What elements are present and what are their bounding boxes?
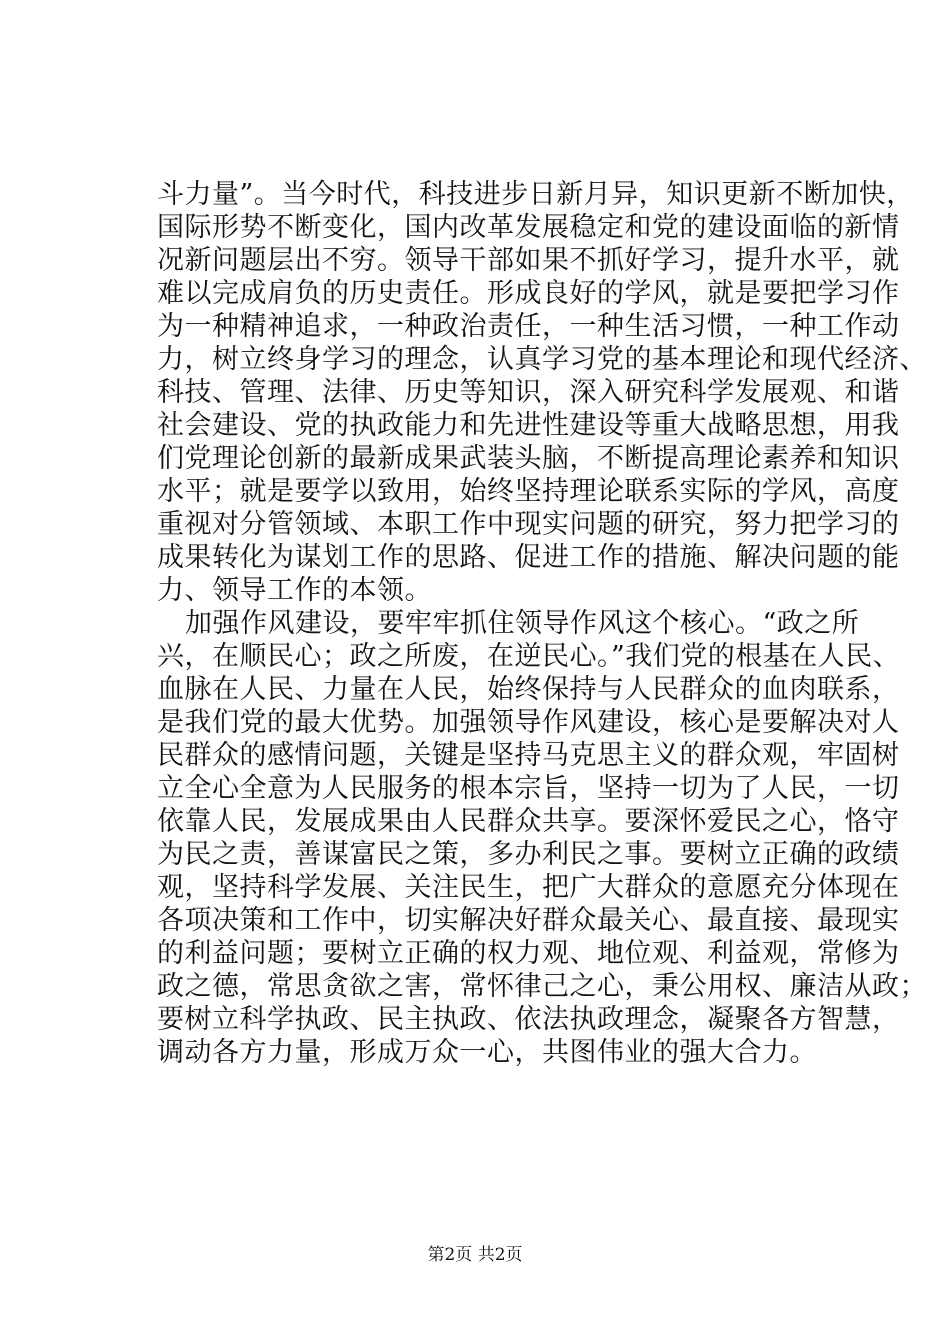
text-line: 血脉在人民、力量在人民，始终保持与人民群众的血肉联系， — [157, 674, 900, 705]
text-line: 力，树立终身学习的理念，认真学习党的基本理论和现代经济、 — [157, 344, 927, 375]
paragraph-2 — [157, 607, 927, 1069]
text-line: 各项决策和工作中，切实解决好群众最关心、最直接、最现实 — [157, 905, 900, 936]
text-line: 民群众的感情问题，关键是坚持马克思主义的群众观，牢固树 — [157, 740, 900, 771]
text-line: 观，坚持科学发展、关注民生，把广大群众的意愿充分体现在 — [157, 872, 900, 903]
text-line: 是我们党的最大优势。加强领导作风建设，核心是要解决对人 — [157, 707, 900, 738]
text-line: 政之德，常思贪欲之害，常怀律己之心，秉公用权、廉洁从政； — [157, 971, 927, 1002]
text-line: 斗力量”。当今时代，科技进步日新月异，知识更新不断加快， — [157, 179, 914, 210]
text-line: 为民之责，善谋富民之策，多办利民之事。要树立正确的政绩 — [157, 839, 900, 870]
text-line: 兴，在顺民心；政之所废，在逆民心。”我们党的根基在人民、 — [157, 641, 901, 672]
text-line: 力、领导工作的本领。 — [157, 575, 432, 606]
text-line: 们党理论创新的最新成果武装头脑，不断提高理论素养和知识 — [157, 443, 900, 474]
text-line: 要树立科学执政、民主执政、依法执政理念，凝聚各方智慧， — [157, 1004, 900, 1035]
text-line: 社会建设、党的执政能力和先进性建设等重大战略思想，用我 — [157, 410, 900, 441]
text-line: 为一种精神追求，一种政治责任，一种生活习惯，一种工作动 — [157, 311, 900, 342]
text-line: 科技、管理、法律、历史等知识，深入研究科学发展观、和谐 — [157, 377, 900, 408]
text-line: 调动各方力量，形成万众一心，共图伟业的强大合力。 — [157, 1037, 817, 1068]
text-line: 加强作风建设，要牢牢抓住领导作风这个核心。“政之所 — [185, 608, 860, 639]
page-footer: 第2页 共2页 — [427, 1245, 523, 1265]
text-line: 水平；就是要学以致用，始终坚持理论联系实际的学风，高度 — [157, 476, 900, 507]
text-line: 重视对分管领域、本职工作中现实问题的研究，努力把学习的 — [157, 509, 900, 540]
text-line: 立全心全意为人民服务的根本宗旨，坚持一切为了人民，一切 — [157, 773, 900, 804]
text-line: 的利益问题；要树立正确的权力观、地位观、利益观，常修为 — [157, 938, 900, 969]
paragraph-1 — [157, 178, 927, 607]
text-line: 成果转化为谋划工作的思路、促进工作的措施、解决问题的能 — [157, 542, 900, 573]
document-body — [157, 178, 927, 1069]
text-line: 国际形势不断变化，国内改革发展稳定和党的建设面临的新情 — [157, 212, 900, 243]
text-line: 难以完成肩负的历史责任。形成良好的学风，就是要把学习作 — [157, 278, 900, 309]
text-line: 况新问题层出不穷。领导干部如果不抓好学习，提升水平，就 — [157, 245, 900, 276]
text-line: 依靠人民，发展成果由人民群众共享。要深怀爱民之心，恪守 — [157, 806, 900, 837]
